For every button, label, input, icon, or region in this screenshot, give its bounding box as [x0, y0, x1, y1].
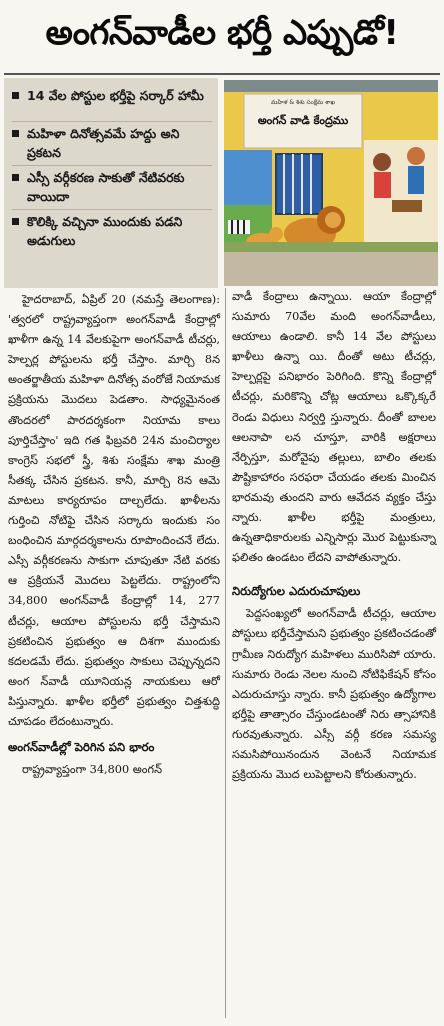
subheading-workload: అంగన్‌వాడీల్లో పెరిగిన పని భారం [8, 740, 155, 755]
column-divider [225, 288, 226, 1018]
anganwadi-building-illustration [224, 80, 438, 286]
highlight-item [12, 210, 212, 253]
sign-small-text: మహిళ & శిశు సంక్షేమ శాఖ [270, 99, 336, 106]
highlight-text: కొలిక్కి వచ్చినా ముందుకు పడని అడుగులు [27, 214, 183, 248]
highlight-text: మహిళా దినోత్సవమే హద్దు అని ప్రకటన [27, 126, 180, 160]
highlight-item [12, 122, 212, 166]
article-paragraph: పెద్దసంఖ్యలో అంగన్‌వాడీ టీచర్లు, ఆయాల పోస్టులు భర్తీచేస్తామని ప్రభుత్వం ప్రకటించడంతో గ్రామీణ నిరుద్యోగ మహిళలు మురిసిపో యారు. సుమారు రెండు నెలల నుంచి నోటిఫికేషన్ కోసం ఎదురుచూస్తు న్నారు. కానీ ప్రభుత్వం ఉద్యోగాల భర్తీపై తాత్సారం చేస్తుండటంతో నిరు త్సాహానికి గురవుతున్నారు. ఎస్సీ వర్గీ కరణ సమస్య సమసిపోయినందున వెంటనే నియామక ప్రక్రియను మొద లుపెట్టాలని కోరుతున్నారు. [232, 607, 436, 782]
headline: అంగన్‌వాడీల భర్తీ ఎప్పుడో! [45, 13, 399, 53]
highlight-item [12, 84, 212, 122]
highlight-text: 14 వేల పోస్టుల భర్తీపై సర్కార్ హామీ [27, 88, 204, 103]
sign-main-text: అంగన్ వాడి కేంద్రము [257, 114, 349, 127]
article-paragraph: హైదరాబాద్, ఏప్రిల్ 20 (నమస్తే తెలంగాణ): 'త్వరలో రాష్ట్రవ్యాప్తంగా అంగన్‌వాడీ కేంద్రాల్లో ఖాళీగా ఉన్న 14 వేలకుపైగా అంగన్‌వాడీ టీచర్లు, హెల్పర్ల పోస్టులను భర్తీ చేస్తాం. మార్చి 8న అంతర్జాతీయ మహిళా దినోత్స వంరోజే నియామక ప్రక్రియను మొదలు పెడతాం. సాధ్యమైనంత తొందరలో పారదర్శకంగా నియామ కాలు పూర్తిచేస్తాం' ఇది గత ఫిబ్రవరి 24న మంచిర్యాల కాంగ్రెస్ సభలో స్త్రీ, శిశు సంక్షేమ శాఖ మంత్రి సీతక్క చేసిన ప్రకటన. కానీ, మార్చి 8న ఆమె మాటలు కార్యరూపం దాల్చలేదు. ఖాళీలను గుర్తించి నోటిఫై చేసిన సర్కారు ఇందుకు సం బంధించిన మార్గదర్శకాలను రూపొందించనే లేదు. ఎస్సీ వర్గీకరణను సాకుగా చూపుతూ నేటి వరకు ఆ ప్రక్రియనే మొదలు పెట్టలేదు. రాష్ట్రంలోని 34,800 అంగన్‌వాడీ కేంద్రాల్లో 14, 277 టీచర్లు, ఆయాల పోస్టులను భర్తీ చేస్తామని ప్రకటించిన ప్రభుత్వం ఆ దిశగా ముందుకు కదలడమే లేదు. ప్రభుత్వం సాకులు చెప్పున్నదని అంగ న్‌వాడీ యూనియన్ల నాయకులు ఆరో పిస్తున్నారు. ఖాళీల భర్తీలో ప్రభుత్వం చిత్తశుద్ధి చూపడం లేదంటున్నారు. [8, 293, 220, 728]
article-paragraph: రాష్ట్రవ్యాప్తంగా 34,800 అంగన్ [22, 763, 163, 777]
article-column-right [232, 287, 436, 785]
highlight-item [12, 166, 212, 210]
square-bullet-icon [12, 92, 19, 99]
square-bullet-icon [12, 174, 19, 181]
article-paragraph: వాడీ కేంద్రాలు ఉన్నాయి. ఆయా కేంద్రాల్లో సుమారు 70వేల మంది అంగన్‌వాడీలు, ఆయాలు ఉండాలి. కానీ 14 వేల పోస్టులు ఖాళీలు ఉన్నా యి. దీంతో అటు టీచర్లు, హెల్పర్లపై పనిభారం పెరిగింది. కొన్ని కేంద్రాల్లో టీచర్లు, మరికొన్ని చోట్ల ఆయాలు ఒక్కొక్కరే రెండు విధులు నిర్వర్తి స్తున్నారు. దీంతో బాలల ఆలనాపా లన చూస్తూ, వారికి అక్షరాలు నేర్పిస్తూ, మరోవైపు తల్లులు, బాలిం తలకు పౌష్టికాహారం సరఫరా చేయడం తలకు మించిన భారమవు తుందని వారు ఆవేదన వ్యక్తం చేస్తు న్నారు. ఖాళీల భర్తీపై మంత్రులు, ఉన్నతాధికారులకు ఎన్నిసార్లు మొర పెట్టుకున్నా ఫలితం ఉండటం లేదని వాపోతున్నారు. [232, 290, 436, 565]
square-bullet-icon [12, 130, 19, 137]
highlights-box [4, 78, 218, 288]
subheading-unemployed: నిరుద్యోగుల ఎదురుచూపులు [232, 584, 361, 599]
headline-rule [4, 73, 440, 75]
anganwadi-center-photo [224, 80, 438, 286]
square-bullet-icon [12, 218, 19, 225]
article-column-left [8, 290, 220, 780]
highlight-text: ఎస్సీ వర్గీకరణ సాకుతో నేటివరకు వాయిదా [27, 170, 185, 204]
